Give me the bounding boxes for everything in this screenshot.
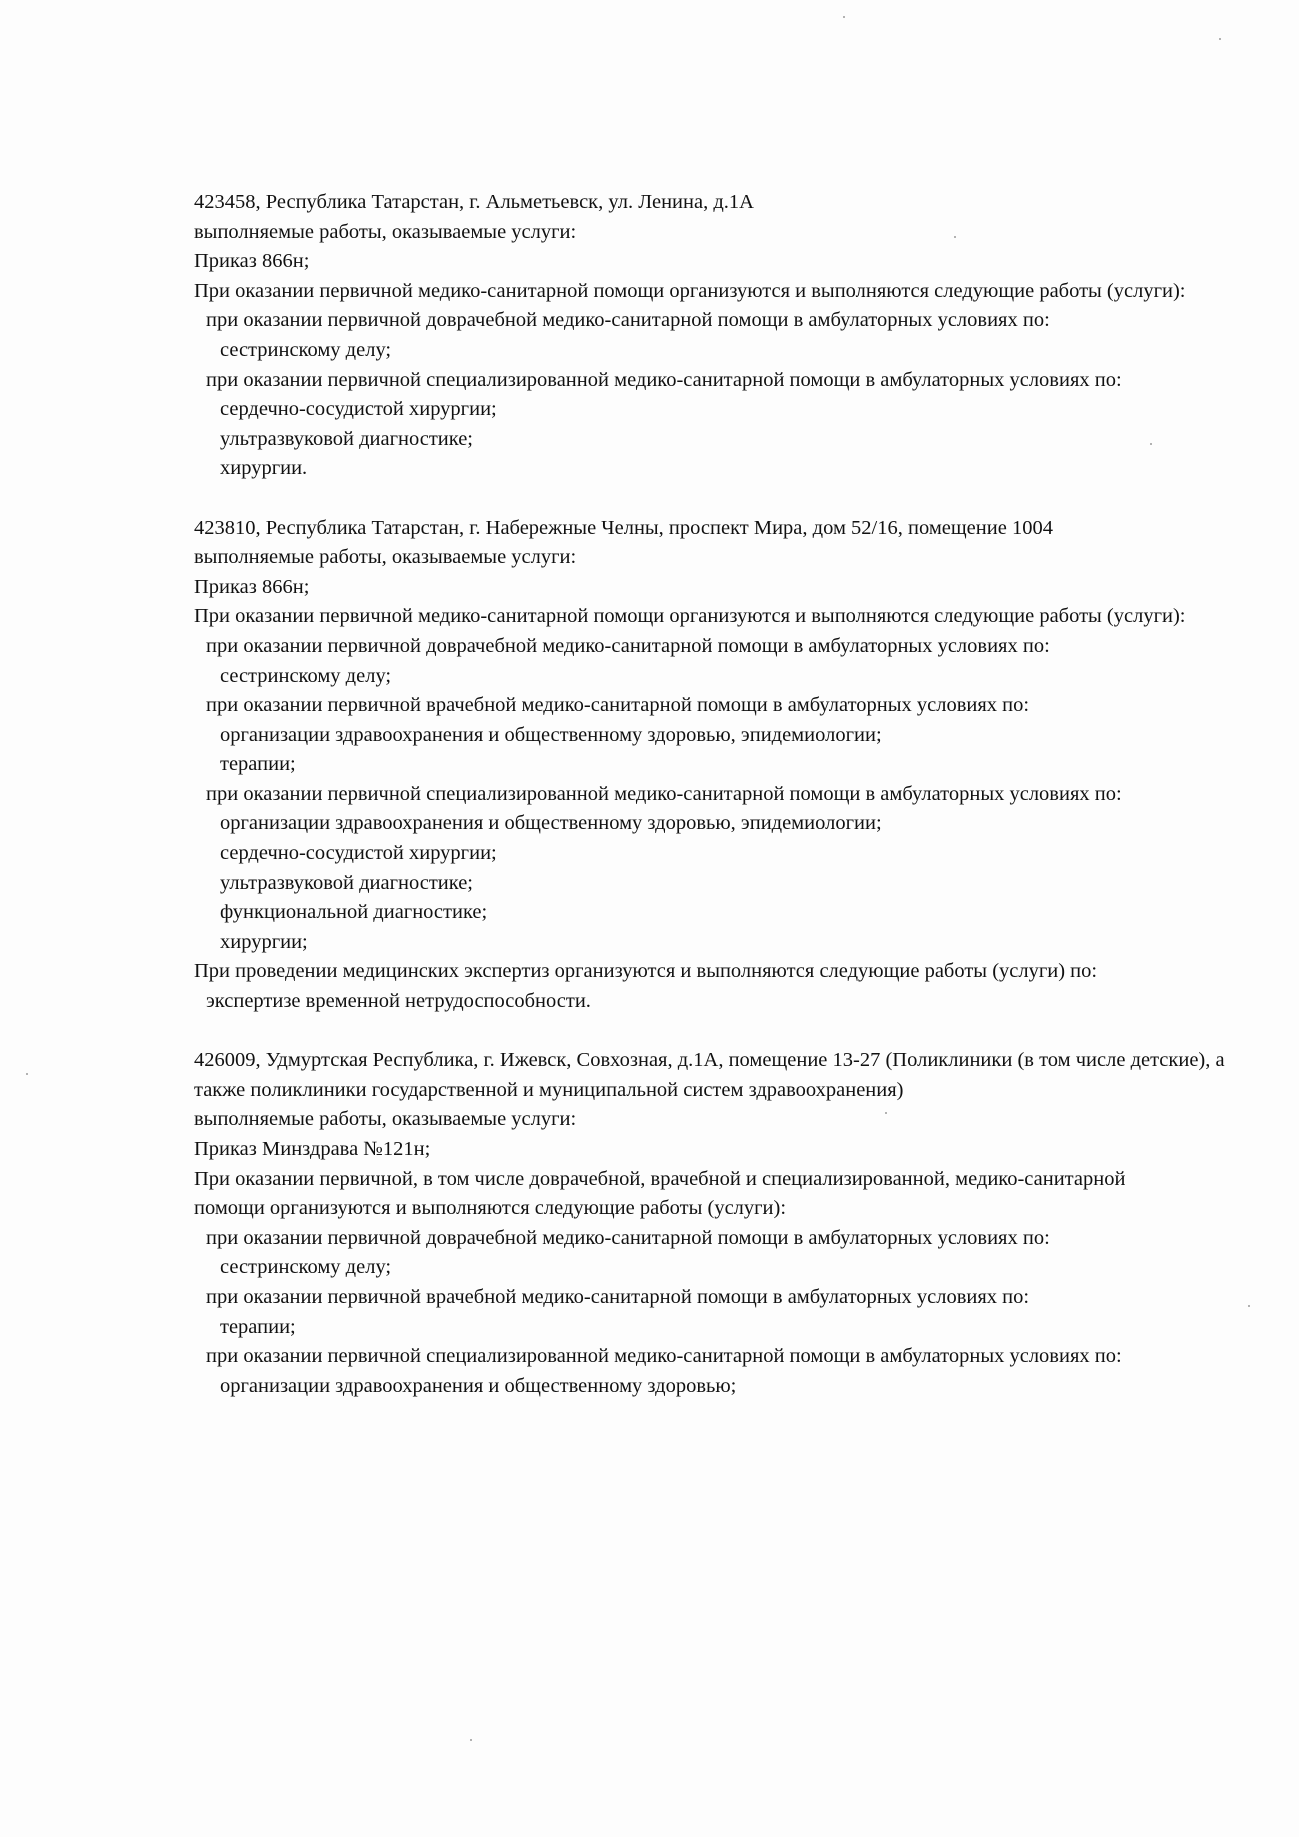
expertise-intro: При проведении медицинских экспертиз организуются и выполняются следующие работы (услуги) по: [194, 960, 1098, 983]
service-item: хирургии. [220, 457, 308, 480]
scan-speck [1219, 38, 1221, 40]
care-category: при оказании первичной специализированной медико-санитарной помощи в амбулаторных условиях по: [206, 1345, 1122, 1368]
care-intro: При оказании первичной, в том числе доврачебной, врачебной и специализированной, медико-санитарной помощи организуются и выполняются следующие работы (услуги): [194, 1167, 1126, 1220]
service-item: организации здравоохранения и общественному здоровью, эпидемиологии; [220, 812, 882, 835]
care-category: при оказании первичной доврачебной медико-санитарной помощи в амбулаторных условиях по: [206, 634, 1050, 657]
service-item: функциональной диагностике; [220, 901, 488, 924]
address-block-almetyevsk [194, 188, 1244, 484]
service-item: сердечно-сосудистой хирургии; [220, 842, 497, 865]
service-item: ультразвуковой диагностике; [220, 427, 473, 450]
care-intro: При оказании первичной медико-санитарной помощи организуются и выполняются следующие работы (услуги): [194, 605, 1186, 628]
order-reference: Приказ 866н; [194, 250, 310, 273]
service-item: организации здравоохранения и общественному здоровью, эпидемиологии; [220, 723, 882, 746]
order-reference: Приказ Минздрава №121н; [194, 1138, 431, 1160]
address-line: 426009, Удмуртская Республика, г. Ижевск, Совхозная, д.1А, помещение 13-27 (Поликлиники (в том числе детские), а также поликлиники государственной и муниципальной систем здравоохранения) [194, 1049, 1225, 1101]
care-category: при оказании первичной врачебной медико-санитарной помощи в амбулаторных условиях по: [206, 1285, 1030, 1308]
service-item: сестринскому делу; [220, 338, 392, 361]
service-item: сестринскому делу; [220, 1256, 392, 1279]
service-item: организации здравоохранения и общественному здоровью; [220, 1374, 737, 1397]
care-intro: При оказании первичной медико-санитарной помощи организуются и выполняются следующие работы (услуги): [194, 279, 1186, 302]
order-reference: Приказ 866н; [194, 575, 310, 598]
service-item: сестринскому делу; [220, 664, 392, 687]
address-block-naberezhnye-chelny [194, 514, 1244, 1017]
service-item: терапии; [220, 1315, 296, 1338]
scan-speck [470, 1739, 472, 1741]
scan-speck [843, 16, 845, 18]
care-category: при оказании первичной доврачебной медико-санитарной помощи в амбулаторных условиях по: [206, 309, 1050, 332]
service-item: экспертизе временной нетрудоспособности. [206, 990, 591, 1013]
service-item: терапии; [220, 753, 296, 776]
service-item: ультразвуковой диагностике; [220, 871, 473, 894]
scan-speck [26, 1073, 28, 1075]
service-item: хирургии; [220, 930, 308, 953]
care-category: при оказании первичной врачебной медико-санитарной помощи в амбулаторных условиях по: [206, 694, 1030, 717]
works-heading: выполняемые работы, оказываемые услуги: [194, 546, 577, 569]
scan-speck [1248, 1305, 1250, 1307]
service-item: сердечно-сосудистой хирургии; [220, 398, 497, 421]
care-category: при оказании первичной специализированной медико-санитарной помощи в амбулаторных условиях по: [206, 368, 1122, 391]
care-category: при оказании первичной специализированной медико-санитарной помощи в амбулаторных условиях по: [206, 782, 1122, 805]
address-line: 423810, Республика Татарстан, г. Набережные Челны, проспект Мира, дом 52/16, помещение 1004 [194, 516, 1053, 539]
address-block-izhevsk [194, 1046, 1244, 1401]
works-heading: выполняемые работы, оказываемые услуги: [194, 1108, 577, 1131]
document-body [194, 188, 1244, 1431]
works-heading: выполняемые работы, оказываемые услуги: [194, 220, 577, 243]
care-category: при оказании первичной доврачебной медико-санитарной помощи в амбулаторных условиях по: [206, 1226, 1050, 1249]
address-line: 423458, Республика Татарстан, г. Альметьевск, ул. Ленина, д.1А [194, 191, 754, 213]
